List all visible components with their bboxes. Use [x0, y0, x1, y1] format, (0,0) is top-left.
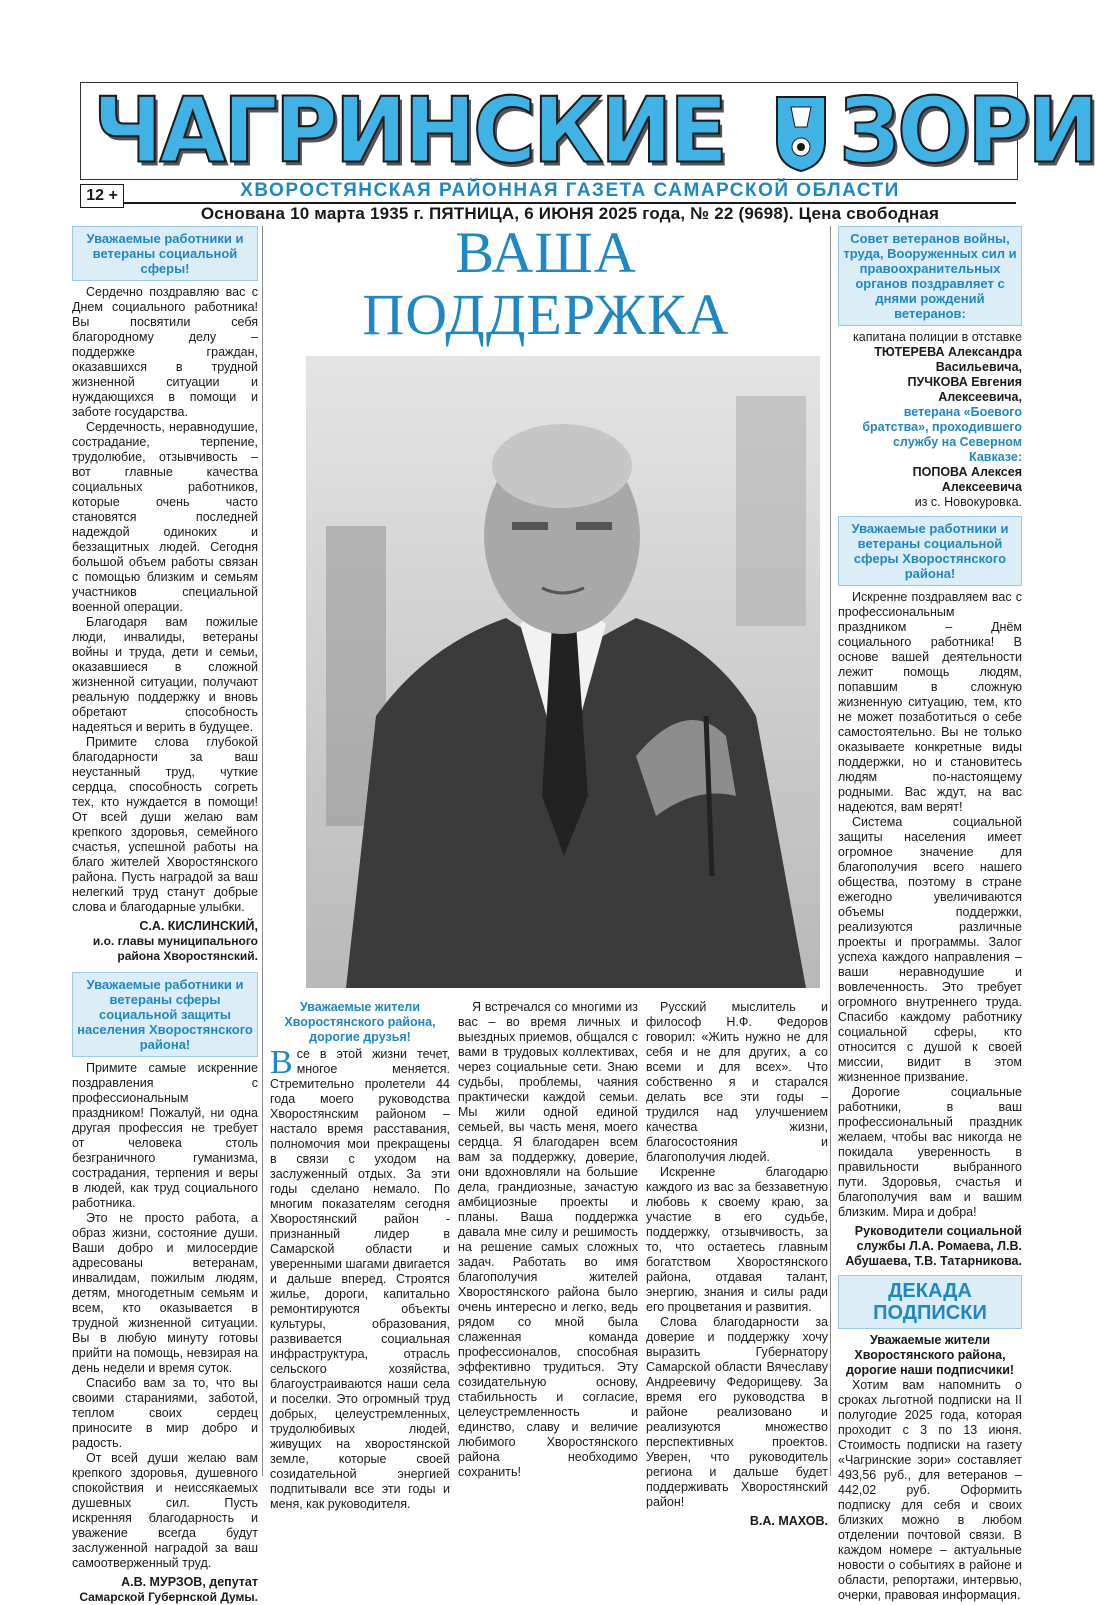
- left-paragraph: Примите самые искренние поздравления с профессиональным праздником! Пожалуй, ни одна другая профессия не требует от человека столь безграничного гуманизма, сострадания, терпения и веры в людей, как труд социального работника.: [72, 1061, 258, 1210]
- birthday-line: из с. Новокуровка.: [914, 495, 1022, 509]
- birthday-name: ПУЧКОВА Евгения Алексеевича,: [907, 375, 1022, 404]
- right-greeting-heading-2: Уважаемые работники и ветераны социальной сферы Хворостянского района!: [838, 516, 1022, 586]
- coat-of-arms-icon: [773, 93, 829, 173]
- column-divider: [830, 226, 831, 1476]
- signature-title: и.о. главы муниципального района Хворостянский.: [92, 934, 258, 963]
- birthday-name: ТЮТЕРЕВА Александра Васильевича,: [874, 345, 1022, 374]
- article-paragraph: Искренне благодарю каждого из вас за беззаветную любовь к своему краю, за участие в его судьбе, поддержку, отзывчивость, за то, что остаетесь главным богатством Хворостянского района, отдавая талант, энергию, знания и силы ради его процветания и развития.: [646, 1165, 828, 1314]
- right-greeting-heading-1: Совет ветеранов войны, труда, Вооруженных сил и правоохранительных органов поздравляет с днями рождений ветеранов:: [838, 226, 1022, 326]
- left-paragraph: Благодаря вам пожилые люди, инвалиды, ветераны войны и труда, дети и семьи, оказавшиеся в сложной жизненной ситуации, получают реальную поддержку и вновь обретают способность надеяться и верить в будущее.: [72, 615, 258, 734]
- birthday-line: капитана полиции в отставке: [853, 330, 1022, 344]
- birthday-list: [838, 330, 1022, 510]
- left-greeting-heading-2: Уважаемые работники и ветераны сферы социальной защиты населения Хворостянского района!: [72, 972, 258, 1057]
- left-paragraph: Это не просто работа, а образ жизни, состояние души. Ваши добро и милосердие адресованы ветеранам, инвалидам, пожилым людям, детям, многодетным семьям и всем, кто оказывается в трудной жизненной ситуации. Вы в любую минуту готовы прийти на помощь, невзирая на день недели и время суток.: [72, 1211, 258, 1375]
- right-paragraph: Хотим вам напомнить о сроках льготной подписки на II полугодие 2025 года, которая проходит с 3 по 13 июня. Стоимость подписки на газету «Чагринские зори» составляет 493,56 руб., для ветеранов – 442,02 руб. Оформить подписку для себя и своих близких можно в любом отделении почтовой связи. В каждом номере – актуальные новости о событиях в районе и области, репортажи, интервью, очерки, правовая информация.: [838, 1378, 1022, 1602]
- signature-title: Самарской Губернской Думы.: [79, 1590, 258, 1604]
- right-paragraph: Дорогие социальные работники, в ваш профессиональный праздник желаем, чтобы вас никогда не покидала уверенность в правильности выбранного пути. Здоровья, счастья и благополучия вам и вашим близким. Мира и добра!: [838, 1085, 1022, 1219]
- masthead-title-word1: ЧАГРИНСКИЕ: [93, 78, 725, 184]
- article-paragraph: [270, 1044, 451, 1512]
- newspaper-subtitle: ХВОРОСТЯНСКАЯ РАЙОННАЯ ГАЗЕТА САМАРСКОЙ ОБЛАСТИ: [240, 180, 900, 201]
- subscription-heading: Уважаемые жители Хворостянского района, дорогие наши подписчики!: [845, 1333, 1015, 1377]
- right-signature: Руководители социальной службы Л.А. Ромаева, Л.В. Абушаева, Т.В. Татарникова.: [845, 1224, 1022, 1268]
- portrait-photo: [306, 356, 820, 988]
- masthead: [80, 78, 1096, 184]
- article-heading: Уважаемые жители Хворостянского района, дорогие друзья!: [284, 1000, 436, 1044]
- right-paragraph: Искренне поздравляем вас с профессиональным праздником – Днём социального работника! В основе вашей деятельности лежит помощь людям, попавшим в сложную жизненную ситуацию, тем, кто не может позаботиться о себе самостоятельно. Вы не только оказываете конкретные виды поддержки, но и становитесь людям по-настоящему родными. Вас ждут, на вас надеются, вам верят!: [838, 590, 1022, 814]
- right-paragraph: Система социальной защиты населения имеет огромное значение для благополучия всего нашего общества, поэтому в стране ежегодно увеличиваются объемы поддержки, реализуются различные проекты и программы. Залог успеха каждого направления – ваши неравнодушие и вовлеченность. Это требует огромного внутреннего труда. Спасибо каждому работнику социальной сферы, кто относится с душой к своей миссии, видит в этом жизненное призвание.: [838, 815, 1022, 1084]
- left-signature-2: [72, 1575, 258, 1605]
- article-text: се в этой жизни течет, многое меняется. Стремительно пролетели 44 года моего руководства Хворостянским районом – настало время расставания, полномочия мои прекращены в связи с уходом на заслуженный отдых. За эти годы сделано немало. По многим показателям сегодня Хворостянский район - признанный лидер в Самарской области и уверенными шагами двигается и дальше вперед. Строятся жилье, дороги, капитально ремонтируются объекты культуры, образования, развивается социальная инфраструктура, отрасль сельского хозяйства, благоустраиваются наши села и поселки. Это огромный труд добрых, целеустремленных, трудолюбивых людей, живущих на хворостянской земле, которые своей созидательной энергией подпитывали все эти годы и меня, как руководителя.: [270, 1047, 451, 1511]
- issue-info-line: Основана 10 марта 1935 г. ПЯТНИЦА, 6 ИЮНЯ 2025 года, № 22 (9698). Цена свободная: [200, 204, 940, 223]
- article-column-2: [458, 1000, 638, 1480]
- article-column-3: [646, 1000, 828, 1529]
- headline-line-1: ВАША ПОДДЕРЖКА: [362, 220, 730, 347]
- masthead-title-word2: ЗОРИ: [839, 78, 1096, 184]
- birthday-name: ПОПОВА Алексея Алексеевича: [912, 465, 1022, 494]
- birthday-line: ветерана «Боевого братства», проходившего службу на Северном Кавказе:: [862, 405, 1022, 464]
- signature-name: А.В. МУРЗОВ, депутат: [121, 1575, 258, 1589]
- article-column-1: [270, 1000, 450, 1512]
- column-divider: [262, 226, 263, 1476]
- signature-name: С.А. КИСЛИНСКИЙ,: [139, 919, 258, 933]
- left-paragraph: От всей души желаю вам крепкого здоровья, душевного спокойствия и неиссякаемых душевных сил. Пусть искренняя благодарность и уважение всегда будут заслуженной наградой за ваш самоотверженный труд.: [72, 1451, 258, 1570]
- age-rating-badge: 12 +: [80, 184, 124, 208]
- left-greeting-heading-1: Уважаемые работники и ветераны социальной сферы!: [72, 226, 258, 281]
- article-signature: В.А. МАХОВ.: [749, 1514, 828, 1528]
- drop-cap: В: [270, 1044, 293, 1081]
- article-paragraph: Я встречался со многими из вас – во время личных и выездных приемов, общался с вами в трудовых коллективах, через социальные сети. Знаю судьбы, проблемы, чаяния практически каждой семьи. Мы жили одной единой семьей, вы часть меня, моего сердца. Я благодарен всем вам за поддержку, доверие, они вдохновляли на большие дела, грандиозные, зачастую амбициозные проекты и планы. Ваша поддержка давала мне силу и решимость на решение самых сложных задач. Работать во имя благополучия жителей Хворостянского района было очень интересно и легко, ведь рядом со мной была слаженная команда профессионалов, способная эффективно трудиться. Эту созидательную основу, стабильность и согласие, целеустремленность и единство, славу и величие любимого Хворостянского района необходимо сохранить!: [458, 1000, 638, 1479]
- article-paragraph: Слова благодарности за доверие и поддержку хочу выразить Губернатору Самарской области Вячеславу Андреевичу Федорищеву. За время его руководства в районе реализовано и реализуются множество перспективных проектов. Уверен, что руководитель региона и дальше будет поддерживать Хворостянский район!: [646, 1315, 828, 1509]
- right-column: [838, 226, 1022, 1603]
- left-signature-1: [72, 919, 258, 964]
- left-paragraph: Сердечно поздравляю вас с Днем социального работника! Вы посвятили себя благородному делу – поддержке граждан, оказавшихся в трудной жизненной ситуации и нуждающихся в помощи и заботе государства.: [72, 285, 258, 419]
- left-paragraph: Примите слова глубокой благодарности за ваш неустанный труд, чуткие сердца, способность согреть тех, кто нуждается в помощи! От всей души желаю вам крепкого здоровья, семейного счастья, успешной работы на благо жителей Хворостянского района. Пусть наградой за ваш нелегкий труд станут добрые слова и благодарные улыбки.: [72, 735, 258, 914]
- left-paragraph: Сердечность, неравнодушие, сострадание, терпение, трудолюбие, отзывчивость – вот главные качества социальных работников, которые очень часто становятся последней надеждой одиноких и беззащитных людей. Сегодня большой объем работы связан с помощью близким и семьям участников специальной военной операции.: [72, 420, 258, 614]
- left-column: [72, 226, 258, 1605]
- left-paragraph: Спасибо вам за то, что вы своими стараниями, заботой, теплом своих сердец приносите в мир добро и радость.: [72, 1376, 258, 1450]
- subscription-decade-banner: ДЕКАДА ПОДПИСКИ: [838, 1275, 1022, 1329]
- article-paragraph: Русский мыслитель и философ Н.Ф. Федоров говорил: «Жить нужно не для себя и не для других, а со всеми и для всех». Что собственно я и старался делать все эти годы – трудился над улучшением качества жизни, благосостояния и благополучия людей.: [646, 1000, 828, 1164]
